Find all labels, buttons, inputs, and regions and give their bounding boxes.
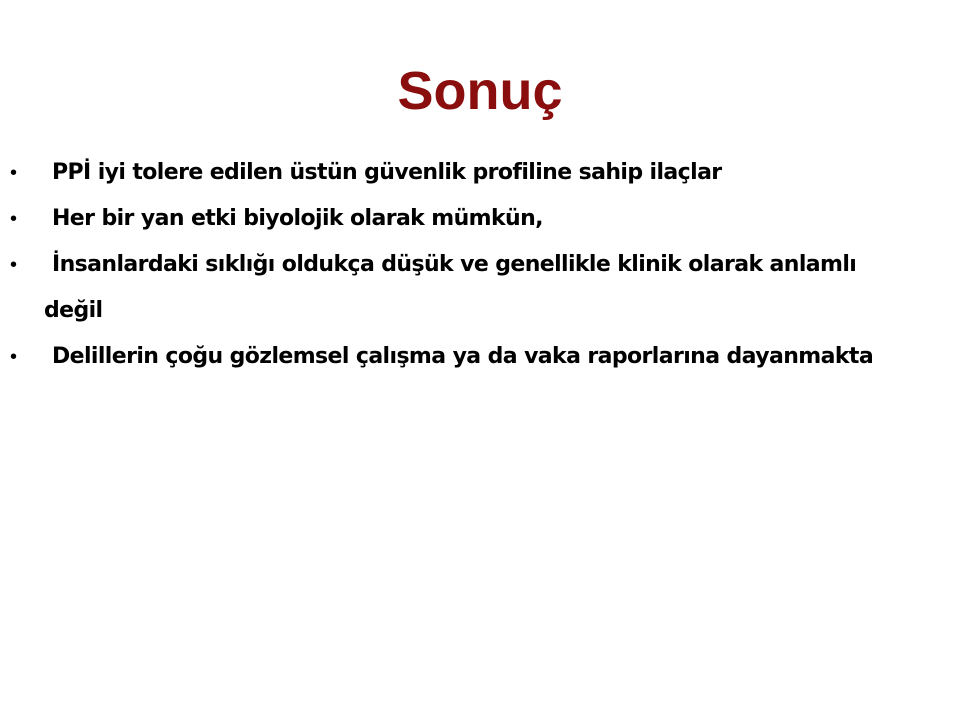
bullet-dot-icon: • bbox=[10, 346, 17, 368]
bullet-text: Her bir yan etki biyolojik olarak mümkün, bbox=[52, 206, 543, 231]
bullet-item bbox=[0, 196, 960, 242]
bullet-item bbox=[0, 150, 960, 196]
bullet-item bbox=[0, 334, 960, 380]
bullet-text-continuation: değil bbox=[44, 298, 103, 323]
bullet-text: İnsanlardaki sıklığı oldukça düşük ve genellikle klinik olarak anlamlı bbox=[52, 252, 857, 277]
bullet-text: Delillerin çoğu gözlemsel çalışma ya da vaka raporlarına dayanmakta bbox=[52, 344, 874, 369]
bullet-text: PPİ iyi tolere edilen üstün güvenlik profiline sahip ilaçlar bbox=[52, 160, 722, 185]
bullet-dot-icon: • bbox=[10, 254, 17, 276]
bullet-dot-icon: • bbox=[10, 208, 17, 230]
bullet-item bbox=[0, 242, 960, 334]
bullet-list bbox=[0, 150, 960, 380]
bullet-dot-icon: • bbox=[10, 162, 17, 184]
slide-title: Sonuç bbox=[397, 61, 563, 121]
